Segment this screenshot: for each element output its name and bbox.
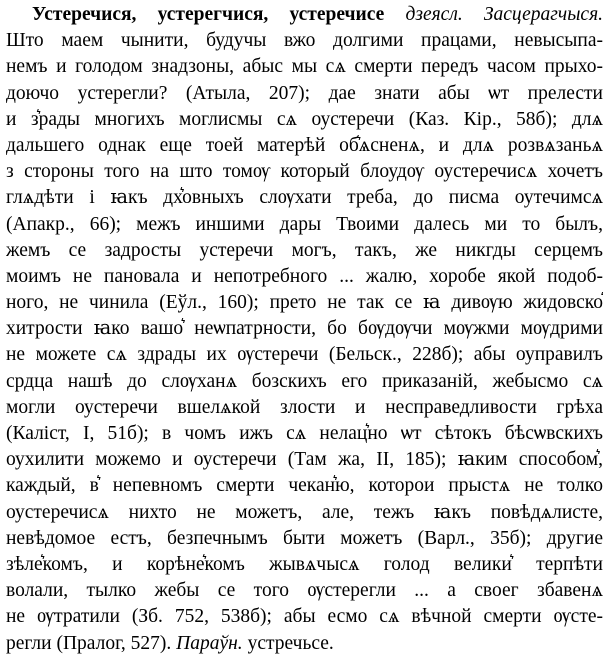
entry-line-24: не ѹтратили (Зб. 752, 538б); абы есмо сѧ вѣчной смерти ѹсте- (6, 606, 603, 628)
entry-line-19: каждый, в͛ непевномъ смерти чекан͛ю, которои прыстѧ не толко (6, 475, 603, 497)
entry-line-8: глѧдѣти і ꙗкъ дх͛овныхъ слѹхати треба, до писма оутечимсѧ (6, 187, 603, 209)
pos-and-translation: дзеясл. Засцерагчыся. (405, 4, 603, 25)
entry-line-4: доючо устерегли? (Атыла, 207); дае знати абы ѡт прелести (6, 82, 603, 104)
cross-reference-label: Параўн. (176, 632, 243, 654)
entry-line-22: зѣле͛комъ, и корѣне͛комъ жывѧчысѧ голод велики͛ терпѣти (6, 553, 603, 575)
entry-line-15: срдца нашѣ до слѹханѧ бозскихъ его приказаній, жебысмо сѧ (6, 370, 603, 392)
entry-line-9: (Апакр., 66); межъ иншими дары Твоими далесь ми то былъ, (6, 213, 603, 235)
cross-reference-word: устречьсе. (242, 632, 334, 654)
entry-line-3: немъ и голодом знадзоны, абыс мы сѧ смерти передъ часом прыхо- (6, 56, 603, 78)
entry-line-16: могли оустеречи вшелѧкой злости и несправедливости грѣха (6, 396, 603, 418)
entry-line-12: ного, не чинила (Еўл., 160); прето не так се ꙗ дивѹю жидовско͛ (6, 292, 603, 314)
entry-line-1 (6, 2, 603, 28)
entry-line-18: оухилити можемо и оустеречи (Там жа, II, 185); ꙗким способом͛, (6, 449, 603, 471)
entry-line-25 (6, 631, 603, 657)
headword: Устеречися, устерегчися, устеречисе (32, 4, 385, 25)
entry-line-14: не можете сѧ здрады их ѹстеречи (Бельск., 228б); абы оуправилъ (6, 344, 603, 366)
entry-line-10: жемъ се задросты устеречи могъ, такъ, же никгды серцемъ (6, 239, 603, 261)
entry-line-7: з стороны того на што томѹ который блоудѹ оустеречисѧ хочетъ (6, 161, 603, 183)
entry-line-17: (Каліст, I, 51б); в чомъ ижъ сѧ нелац͛но ѡт сѣтокъ бѣсѡвскихъ (6, 423, 603, 444)
entry-line-2: Што маем чынити, будучы вжо долгими працами, невысыпа- (6, 30, 603, 52)
entry-line-5: и з͛рады многихъ моглисмы сѧ оустеречи (Каз. Кір., 58б); длѧ (6, 108, 603, 130)
last-line-citation: регли (Пралог, 527). (6, 632, 177, 654)
entry-line-23: волали, тылко жебы се того ѹстерегли ... а своег збавенѧ (6, 580, 603, 602)
entry-line-6: дальшего однак еще тоей матерѣй об͛ѧсненѧ, и длѧ розвѧзаньѧ (6, 134, 603, 156)
entry-line-13: хитрости ꙗко вашо͛ неѡпатрности, бо бѹдѹчи мѹжми мѹдрими (6, 318, 603, 340)
entry-line-20: оустеречисѧ нихто не можетъ, але, тежъ ꙗкъ повѣдѧлисте, (6, 501, 603, 523)
entry-line-11: моимъ не пановала и непотребного ... жалю, хоробе якой подоб- (6, 265, 603, 287)
entry-line-21: невѣдомое естъ, безпечнымъ быти можетъ (Варл., 35б); другие (6, 527, 603, 549)
